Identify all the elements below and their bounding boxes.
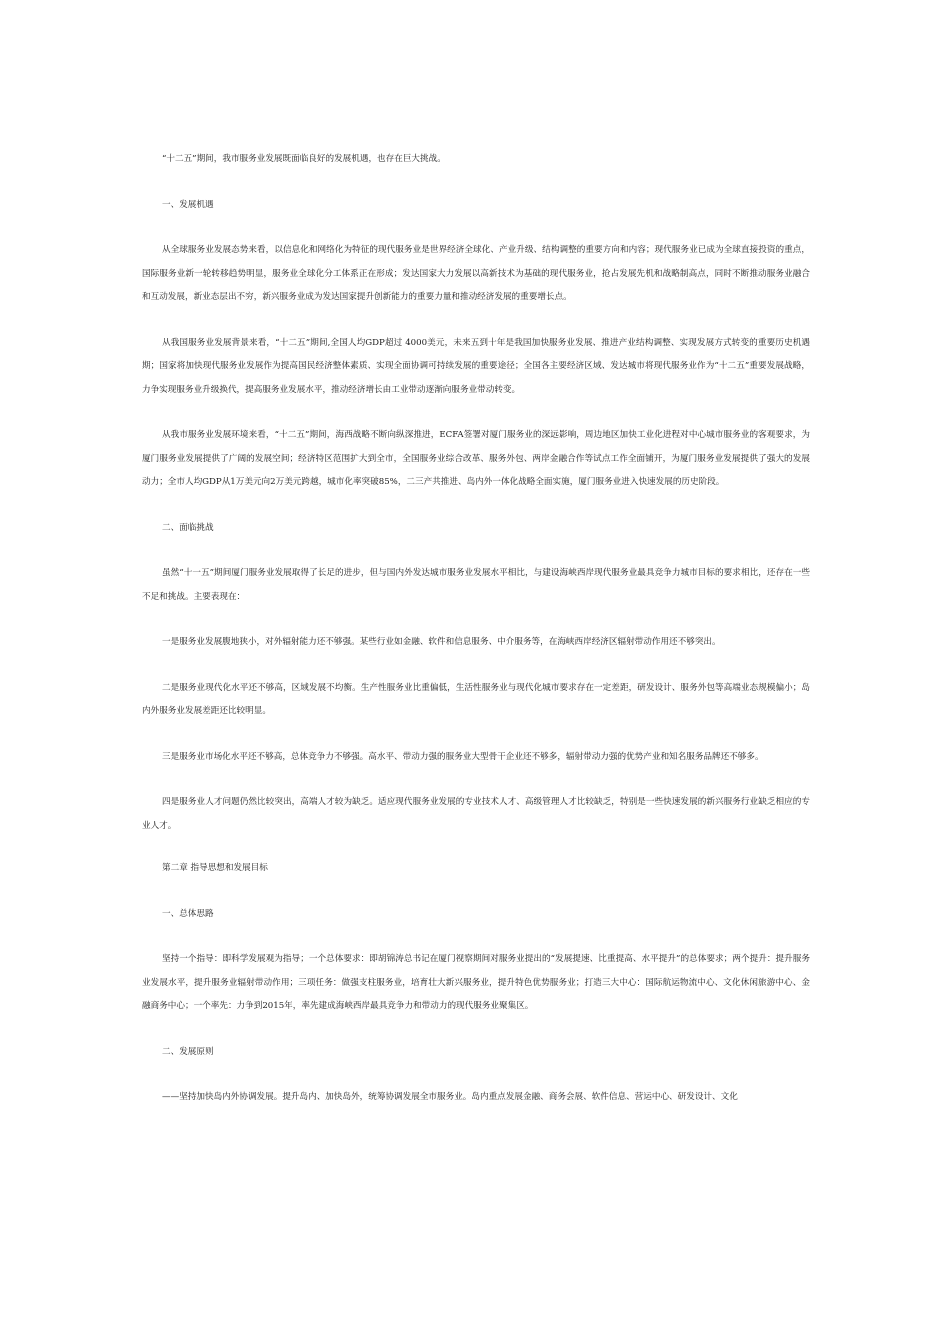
chapter-heading-2: 第二章 指导思想和发展目标 bbox=[162, 863, 268, 873]
section-heading-principles: 二、发展原则 bbox=[162, 1046, 214, 1057]
paragraph-global-trend: 从全球服务业发展态势来看，以信息化和网络化为特征的现代服务业是世界经济全球化、产业升级、结构调整的重要方向和内容；现代服务业已成为全球直接投资的重点，国际服务业新一轮转移趋势明显，服务业全球化分工体系正在形成；发达国家大力发展以高新技术为基础的现代服务业，抢占发展先机和战略制高点，同时不断推动服务业融合和互动发展，新业态层出不穷，新兴服务业成为发达国家提升创新能力的重要力量和推动经济发展的重要增长点。 bbox=[142, 245, 810, 302]
paragraph-national-background: 从我国服务业发展背景来看，“十二五”期间,全国人均GDP超过 4000美元，未来五到十年是我国加快服务业发展、推进产业结构调整、实现发展方式转变的重要历史机遇期；国家将加快现代服务业发展作为提高国民经济整体素质、实现全面协调可持续发展的重要途径；全国各主要经济区域、发达城市将现代服务业作为“十二五”重要发展战略，力争实现服务业升级换代，提高服务业发展水平，推动经济增长由工业带动逐渐向服务业带动转变。 bbox=[142, 337, 810, 395]
paragraph-challenges-intro: 虽然“十一五”期间厦门服务业发展取得了长足的进步，但与国内外发达城市服务业发展水平相比，与建设海峡西岸现代服务业最具竞争力城市目标的要求相比，还存在一些不足和挑战。主要表现在： bbox=[142, 568, 810, 602]
document-body bbox=[142, 148, 810, 1110]
paragraph-overall-approach: 坚持一个指导：即科学发展观为指导；一个总体要求：即胡锦涛总书记在厦门视察期间对服务业提出的“发展提速、比重提高、水平提升”的总体要求；两个提升：提升服务业发展水平，提升服务业辐射带动作用；三项任务：做强支柱服务业，培育壮大新兴服务业，提升特色优势服务业；打造三大中心：国际航运物流中心、文化休闲旅游中心、金融商务中心；一个率先：力争到2015年，率先建成海峡西岸最具竞争力和带动力的现代服务业聚集区。 bbox=[142, 954, 810, 1011]
section-heading-opportunities: 一、发展机遇 bbox=[162, 199, 214, 210]
paragraph-challenge-1: 一是服务业发展腹地狭小，对外辐射能力还不够强。某些行业如金融、软件和信息服务、中介服务等，在海峡西岸经济区辐射带动作用还不够突出。 bbox=[162, 637, 721, 647]
paragraph-challenge-3: 三是服务业市场化水平还不够高，总体竞争力不够强。高水平、带动力强的服务业大型骨干企业还不够多，辐射带动力强的优势产业和知名服务品牌还不够多。 bbox=[162, 751, 764, 762]
paragraph-intro: “十二五”期间，我市服务业发展既面临良好的发展机遇，也存在巨大挑战。 bbox=[162, 154, 446, 164]
section-heading-challenges: 二、面临挑战 bbox=[162, 522, 214, 533]
paragraph-principle-1: ——坚持加快岛内外协调发展。提升岛内、加快岛外，统筹协调发展全市服务业。岛内重点发展金融、商务会展、软件信息、营运中心、研发设计、文化 bbox=[162, 1092, 738, 1102]
paragraph-city-environment: 从我市服务业发展环境来看，“十二五”期间，海西战略不断向纵深推进，ECFA签署对厦门服务业的深远影响，周边地区加快工业化进程对中心城市服务业的客观要求，为厦门服务业发展提供了广阔的发展空间；经济特区范围扩大到全市，全国服务业综合改革、服务外包、两岸金融合作等试点工作全面铺开，为厦门服务业发展提供了强大的发展动力；全市人均GDP从1万美元向2万美元跨越，城市化率突破85%，二三产共推进、岛内外一体化战略全面实施，厦门服务业进入快速发展的历史阶段。 bbox=[142, 430, 810, 487]
section-heading-overall-approach: 一、总体思路 bbox=[162, 908, 214, 919]
paragraph-challenge-4: 四是服务业人才问题仍然比较突出，高端人才较为缺乏。适应现代服务业发展的专业技术人才、高级管理人才比较缺乏，特别是一些快速发展的新兴服务行业缺乏相应的专业人才。 bbox=[142, 797, 810, 831]
paragraph-challenge-2: 二是服务业现代化水平还不够高，区域发展不均衡。生产性服务业比重偏低，生活性服务业与现代化城市要求存在一定差距，研发设计、服务外包等高端业态规模偏小；岛内外服务业发展差距还比较明显。 bbox=[142, 682, 810, 716]
